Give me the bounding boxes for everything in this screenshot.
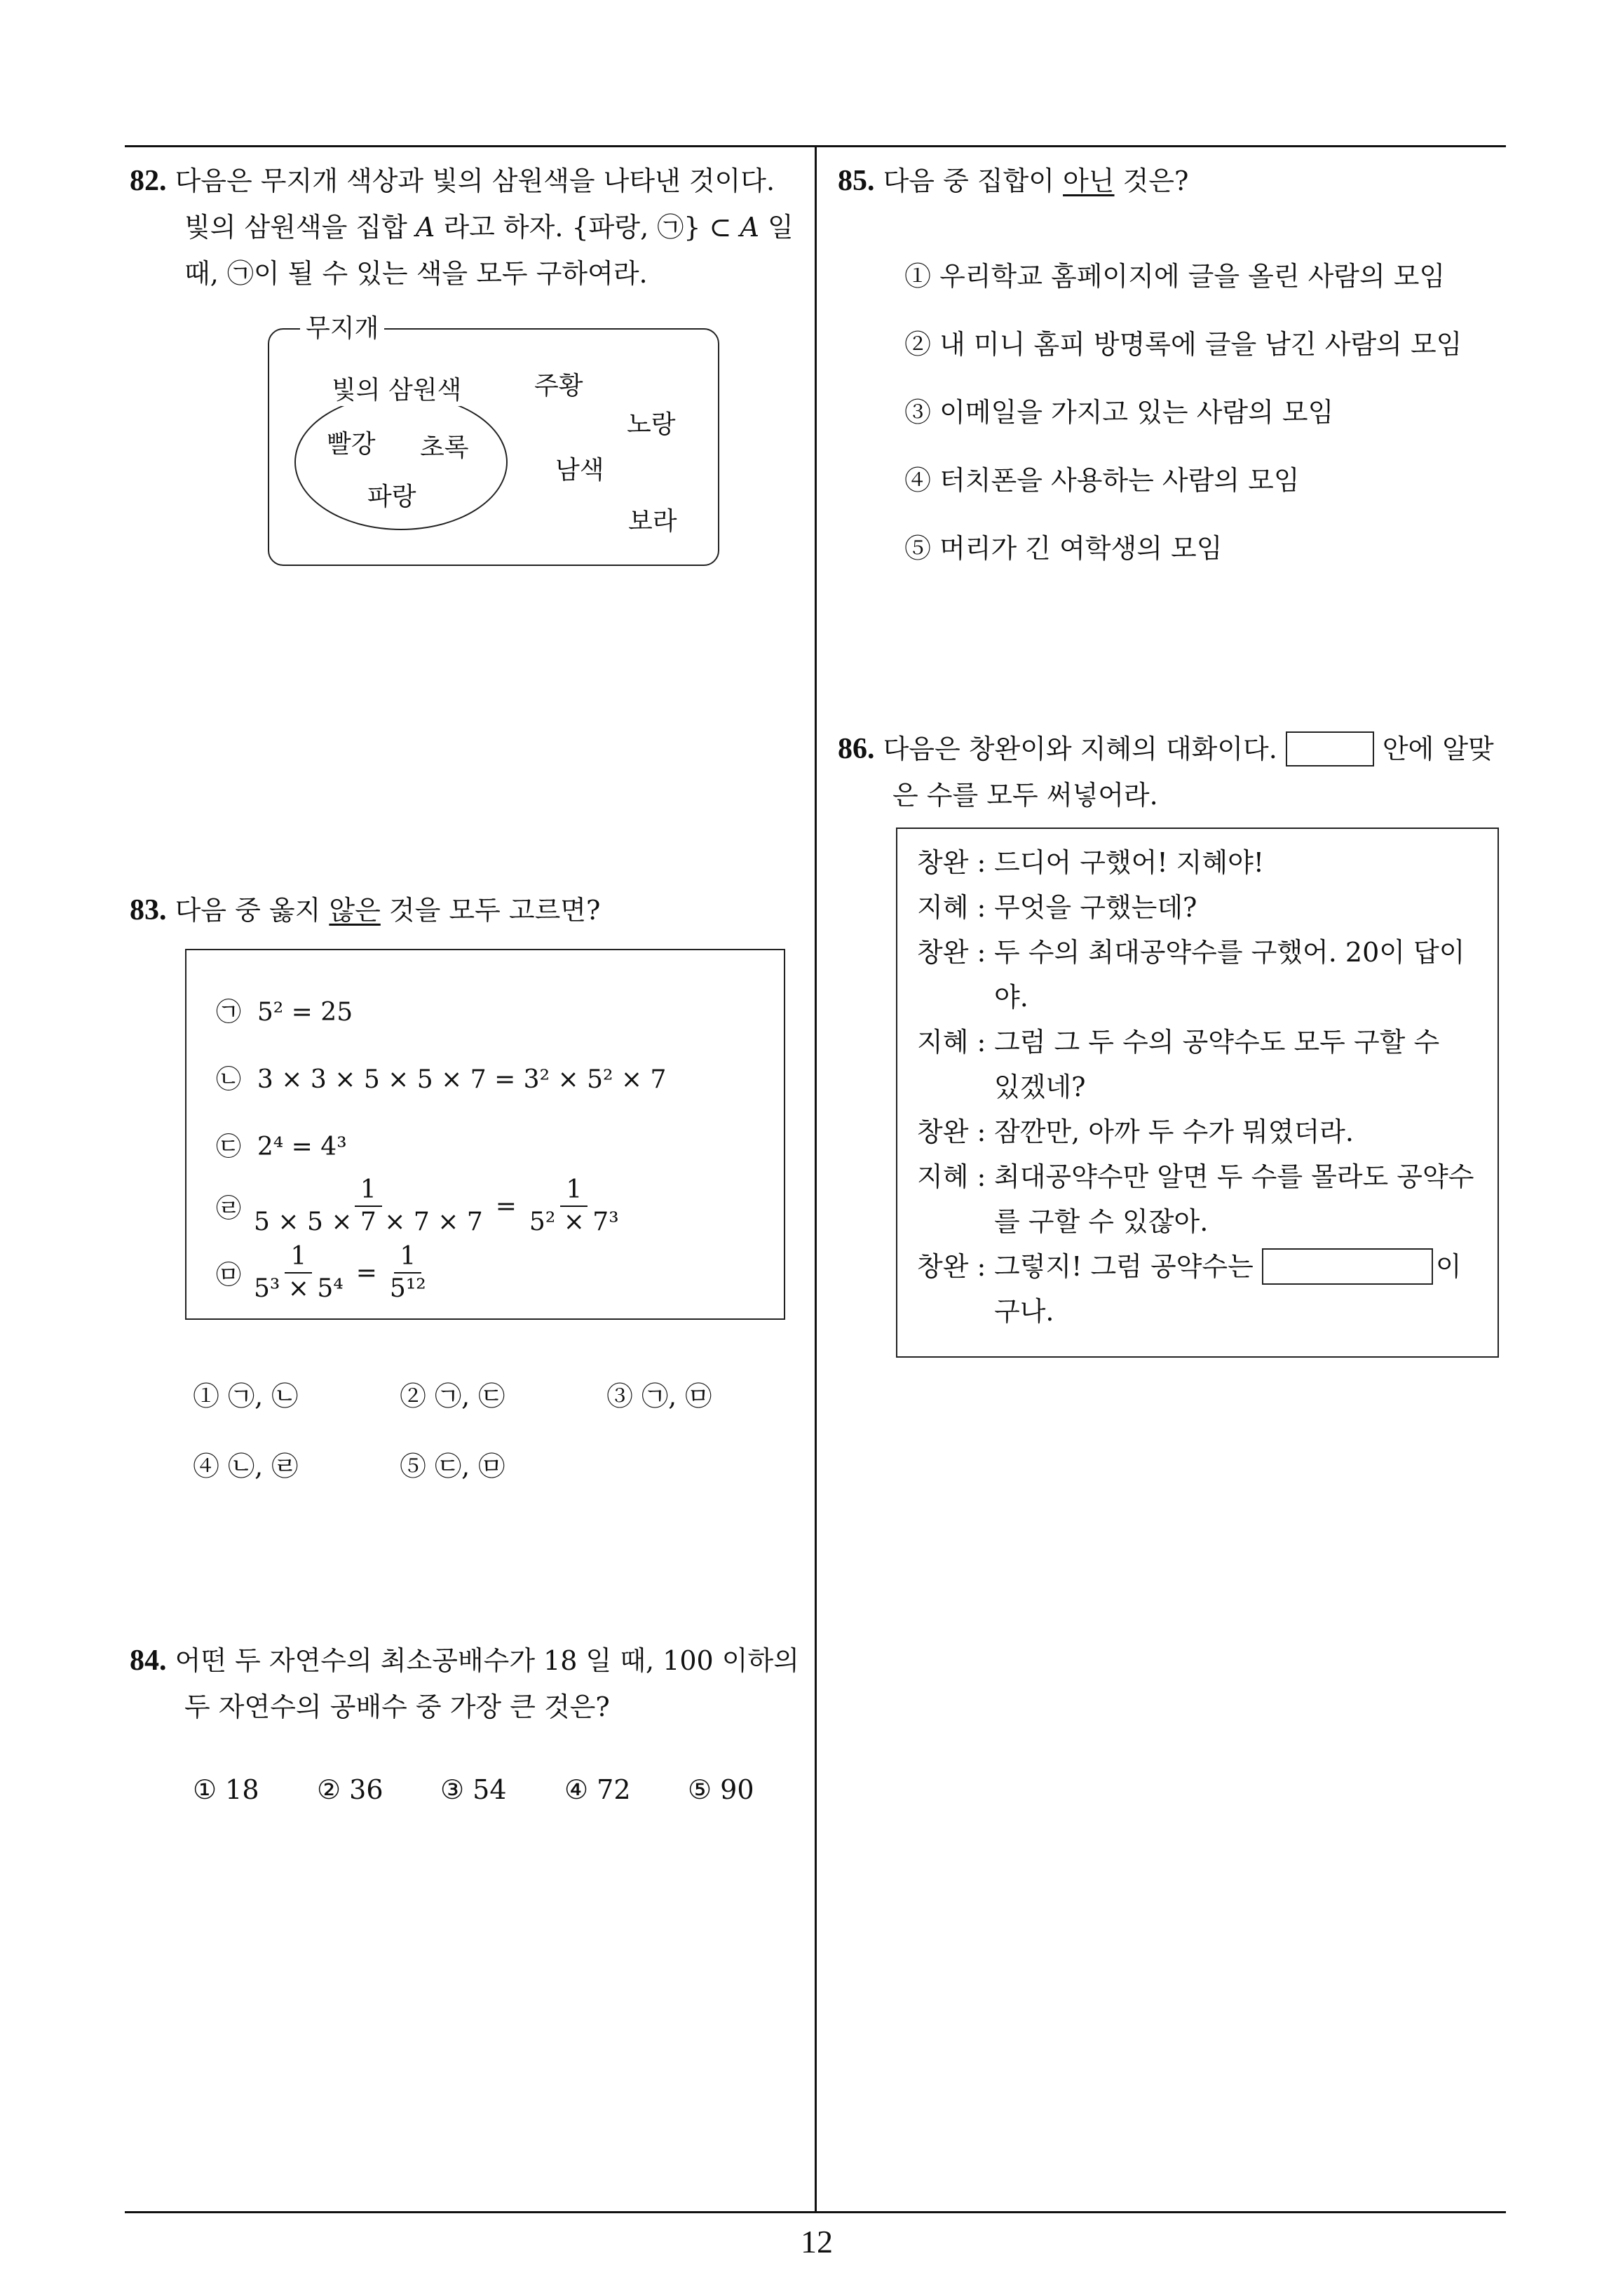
question-text: 것은? [1114, 166, 1189, 196]
question-text: 다음은 무지개 색상과 빛의 삼원색을 나타낸 것이다. [175, 166, 775, 196]
dialogue [917, 840, 1478, 1334]
dialogue-line: 지혜 : 그럼 그 두 수의 공약수도 모두 구할 수 [917, 1027, 1440, 1058]
dialogue-line: 창완 : 그렇지! 그럼 공약수는 이 [917, 1244, 1478, 1289]
choice-4[interactable]: ④ 터치폰을 사용하는 사람의 모임 [904, 465, 1300, 496]
statement-label: ㉢ [216, 1133, 242, 1161]
set-variable: A [415, 212, 435, 243]
statement-c [216, 1127, 347, 1163]
fraction: $\frac{1}{\text{5² × 7³}}$ [529, 1175, 619, 1236]
choice-2[interactable]: ② ㉠, ㉢ [400, 1381, 505, 1412]
underlined-word: 않은 [329, 895, 381, 926]
dialogue-line: 구나. [994, 1296, 1054, 1327]
choice-4[interactable]: ④ ㉡, ㉣ [193, 1451, 299, 1482]
question-82 [130, 158, 803, 297]
choice-3[interactable]: ③ ㉠, ㉤ [606, 1381, 712, 1412]
choice-1[interactable]: ① 18 [193, 1774, 259, 1805]
question-number: 84. [130, 1645, 167, 1677]
question-84 [130, 1637, 810, 1730]
question-text: 두 자연수의 공배수 중 가장 큰 것은? [184, 1691, 610, 1722]
question-85 [838, 158, 1497, 204]
dialogue-line: 를 구할 수 있잖아. [994, 1206, 1209, 1237]
dialogue-text: 이 [1435, 1251, 1462, 1282]
statement-label: ㉤ [216, 1260, 242, 1290]
math-expression: 3 × 3 × 5 × 5 × 7 = 3² × 5² × 7 [257, 1065, 667, 1094]
statements-box [185, 949, 785, 1320]
underlined-word: 아닌 [1063, 166, 1115, 196]
choice-3[interactable]: ③ 54 [440, 1774, 507, 1805]
question-text: 다음 중 집합이 [883, 166, 1064, 196]
question-text: 때, ㉠이 될 수 있는 색을 모두 구하여라. [184, 258, 648, 289]
fraction: $\frac{1}{\text{5³ × 5⁴}}$ [254, 1242, 344, 1303]
answer-blank[interactable] [1262, 1248, 1433, 1285]
dialogue-line: 창완 : 두 수의 최대공약수를 구했어. 20이 답이 [917, 937, 1465, 968]
question-number: 82. [130, 165, 167, 197]
choice-1[interactable]: ① ㉠, ㉡ [193, 1381, 299, 1412]
color-blue: 파랑 [367, 482, 416, 511]
math-expression: 2⁴ = 4³ [257, 1133, 347, 1161]
diagram-title: 무지개 [300, 309, 384, 344]
set-label: 빛의 삼원색 [329, 370, 464, 406]
color-yellow: 노랑 [627, 410, 676, 439]
question-number: 86. [838, 733, 875, 765]
dialogue-line: 야. [994, 982, 1028, 1013]
statement-label: ㉡ [216, 1065, 242, 1094]
color-red: 빨강 [327, 430, 376, 459]
fraction: $\frac{1}{5 \times 5 \times 7 \times 7 \times 7}$ [254, 1175, 483, 1236]
choice-5[interactable]: ⑤ 90 [688, 1774, 754, 1805]
page-number: 12 [801, 2224, 833, 2260]
question-text: 다음 중 옳지 [175, 895, 330, 926]
question-text: 일 [759, 212, 794, 243]
equals-sign: = [355, 1258, 377, 1288]
question-text: 은 수를 모두 써넣어라. [892, 780, 1158, 811]
color-indigo: 남색 [555, 456, 604, 485]
question-text: 다음은 창완이와 지혜의 대화이다. [883, 734, 1277, 764]
question-86 [838, 726, 1525, 818]
question-number: 83. [130, 894, 167, 926]
choice-2[interactable]: ② 36 [317, 1774, 383, 1805]
color-orange: 주황 [534, 372, 583, 400]
dialogue-line: 있겠네? [994, 1072, 1086, 1102]
choice-5[interactable]: ⑤ ㉢, ㉤ [400, 1451, 505, 1482]
question-text: 안에 알맞 [1382, 734, 1494, 764]
question-text: 라고 하자. {파랑, ㉠} ⊂ [435, 212, 740, 243]
equals-sign: = [495, 1191, 517, 1221]
choice-3[interactable]: ③ 이메일을 가지고 있는 사람의 모임 [904, 397, 1334, 428]
choice-2[interactable]: ② 내 미니 홈피 방명록에 글을 남긴 사람의 모임 [904, 329, 1462, 360]
statement-label: ㉠ [216, 998, 242, 1027]
question-text: 어떤 두 자연수의 최소공배수가 18 일 때, 100 이하의 [175, 1645, 799, 1676]
question-text: 것을 모두 고르면? [380, 895, 601, 926]
dialogue-box [896, 828, 1499, 1358]
dialogue-text: 그렇지! 그럼 공약수는 [994, 1251, 1254, 1282]
statement-e [216, 1241, 439, 1304]
choice-4[interactable]: ④ 72 [564, 1774, 631, 1805]
color-green: 초록 [420, 433, 469, 462]
dialogue-line: 창완 : 잠깐만, 아까 두 수가 뭐였더라. [917, 1116, 1354, 1147]
dialogue-line: 지혜 : 최대공약수만 알면 두 수를 몰라도 공약수 [917, 1161, 1474, 1192]
statement-label: ㉣ [216, 1194, 242, 1223]
statement-a [216, 992, 353, 1028]
color-violet: 보라 [628, 507, 677, 536]
fraction: $\frac{1}{\text{5¹²}}$ [389, 1242, 426, 1303]
set-variable: A [740, 212, 759, 243]
choice-1[interactable]: ① 우리학교 홈페이지에 글을 올린 사람의 모임 [904, 261, 1446, 292]
question-number: 85. [838, 165, 875, 197]
math-expression: 5² = 25 [257, 998, 353, 1027]
choice-5[interactable]: ⑤ 머리가 긴 여학생의 모임 [904, 533, 1223, 564]
question-83 [130, 887, 803, 933]
dialogue-line: 지혜 : 무엇을 구했는데? [917, 892, 1197, 923]
bottom-rule [125, 2211, 1506, 2213]
column-divider [815, 145, 817, 2213]
question-text: 빛의 삼원색을 집합 [184, 212, 416, 243]
dialogue-line: 창완 : 드디어 구했어! 지혜야! [917, 847, 1265, 878]
statement-d [216, 1175, 632, 1238]
answer-blank-sample [1286, 731, 1374, 767]
statement-b [216, 1060, 666, 1095]
rainbow-diagram [268, 314, 719, 566]
